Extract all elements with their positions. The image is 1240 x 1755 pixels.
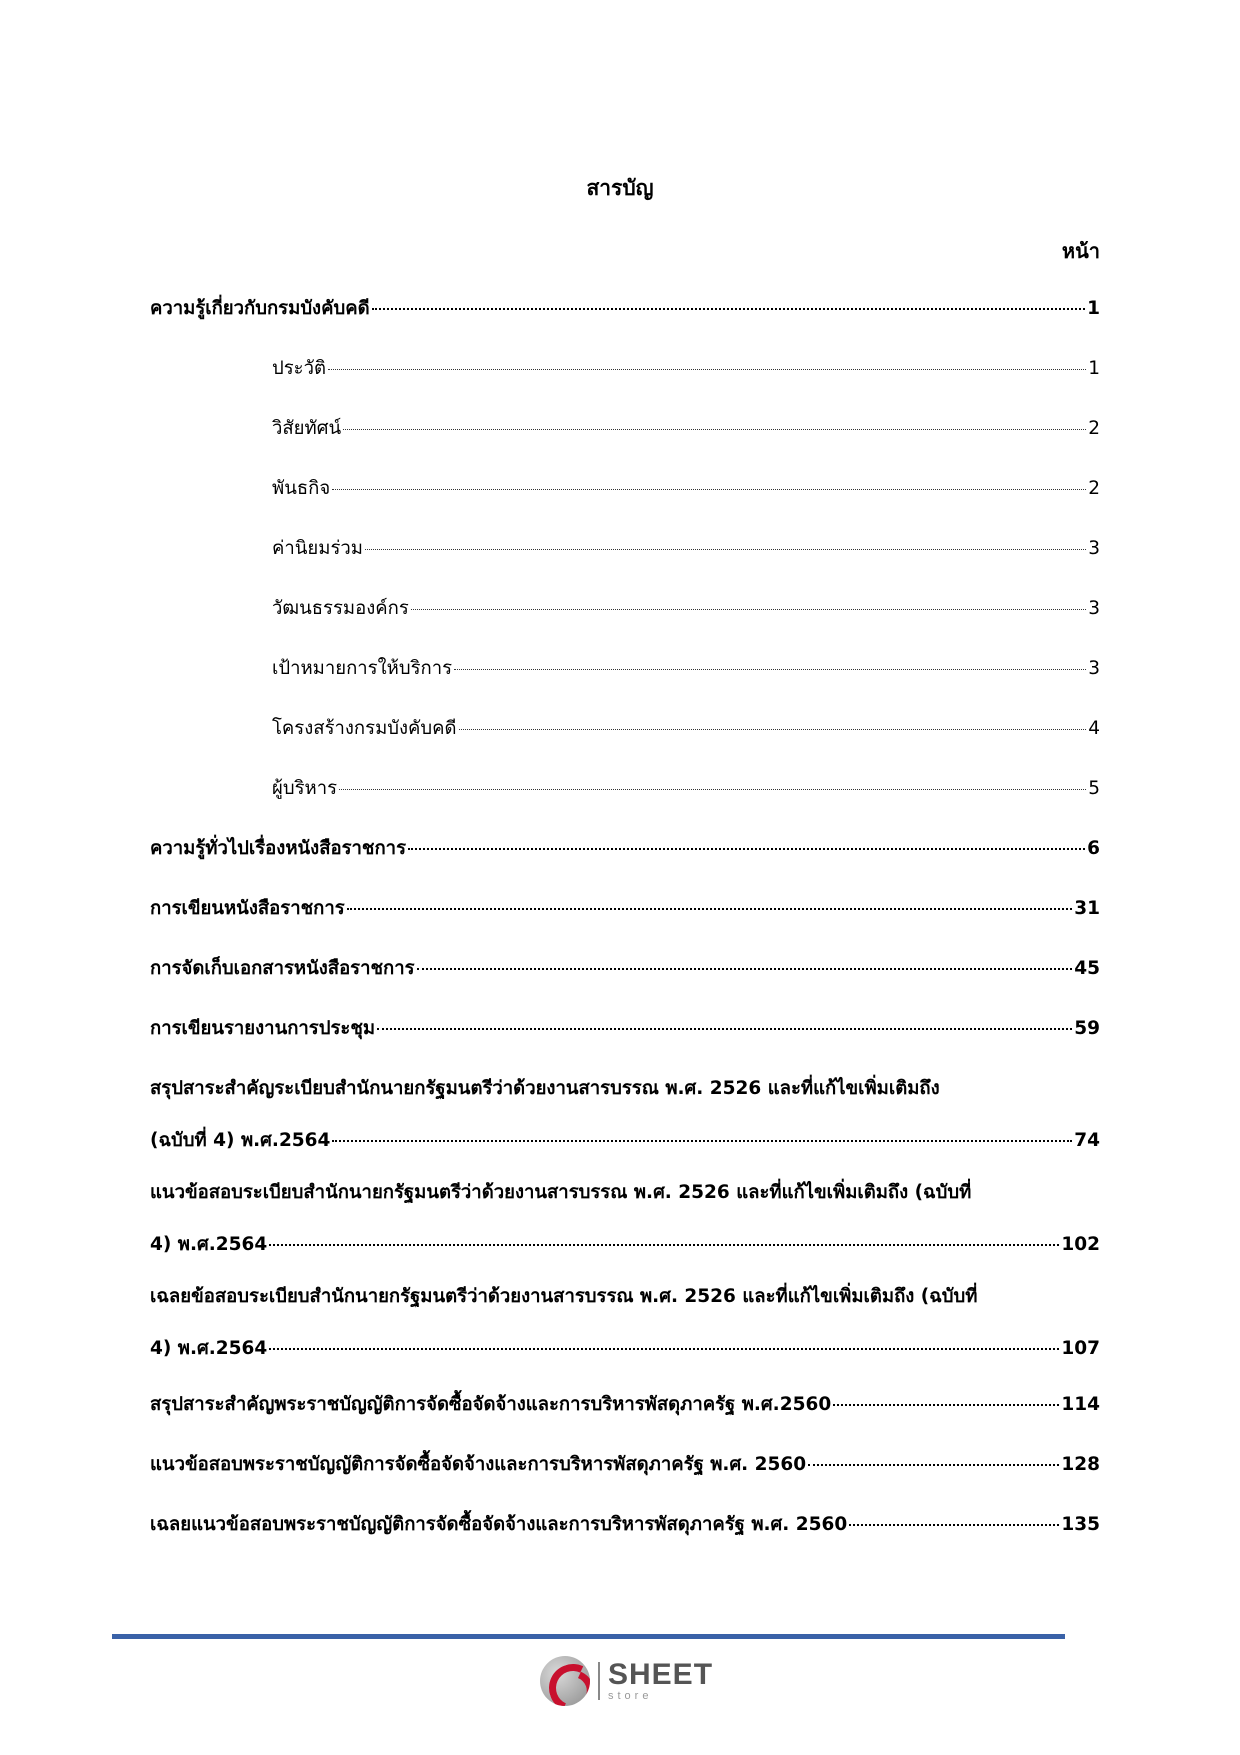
leader-dots [459, 729, 1087, 730]
leader-dots [347, 908, 1073, 910]
toc-entry-page: 59 [1074, 1018, 1100, 1039]
toc-entry-label: โครงสร้างกรมบังคับคดี [272, 718, 457, 739]
leader-dots [408, 848, 1085, 850]
leader-dots [328, 369, 1086, 370]
toc-entry[interactable] [150, 883, 1100, 935]
toc-entry-label: สรุปสาระสำคัญพระราชบัญญัติการจัดซื้อจัดจ้างและการบริหารพัสดุภาครัฐ พ.ศ.2560 [150, 1394, 832, 1415]
logo-wordmark: SHEET [608, 1658, 714, 1691]
leader-dots [365, 549, 1086, 550]
toc-subentry[interactable] [272, 763, 1100, 815]
sheet-store-logo [540, 1656, 713, 1706]
toc-entry-label: การเขียนรายงานการประชุม [150, 1018, 376, 1039]
toc-entry-page: 4 [1088, 718, 1100, 739]
toc-entry[interactable] [150, 1003, 1100, 1055]
toc-entry-label: เฉลยแนวข้อสอบพระราชบัญญัติการจัดซื้อจัดจ้างและการบริหารพัสดุภาครัฐ พ.ศ. 2560 [150, 1514, 848, 1535]
toc-entry[interactable] [150, 1063, 1100, 1167]
leader-dots [339, 789, 1086, 790]
toc-entry-page: 1 [1087, 298, 1100, 319]
toc-entry-label: (ฉบับที่ 4) พ.ศ.2564 [150, 1130, 331, 1151]
toc-entry-page: 114 [1061, 1394, 1100, 1415]
toc-subentry[interactable] [272, 703, 1100, 755]
toc-entry[interactable] [150, 1271, 1100, 1375]
toc-entry[interactable] [150, 283, 1100, 335]
toc-subentry[interactable] [272, 463, 1100, 515]
toc-entry[interactable] [150, 1439, 1100, 1491]
toc-entry-label: เป้าหมายการให้บริการ [272, 658, 453, 679]
toc-entry-page: 2 [1088, 418, 1100, 439]
toc-entry-page: 3 [1088, 658, 1100, 679]
toc-entry[interactable] [150, 1499, 1100, 1551]
toc-entry-page: 3 [1088, 538, 1100, 559]
toc-entry-page: 102 [1061, 1234, 1100, 1255]
toc-entry-label: 4) พ.ศ.2564 [150, 1234, 268, 1255]
logo-separator [598, 1662, 600, 1700]
toc-entry-label-line1: สรุปสาระสำคัญระเบียบสำนักนายกรัฐมนตรีว่าด้วยงานสารบรรณ พ.ศ. 2526 และที่แก้ไขเพิ่มเติมถึง [150, 1078, 940, 1099]
leader-dots [411, 609, 1086, 610]
toc-entry-label: 4) พ.ศ.2564 [150, 1338, 268, 1359]
leader-dots [808, 1464, 1059, 1466]
toc-entry-page: 135 [1061, 1514, 1100, 1535]
toc-entry-label: พันธกิจ [272, 478, 331, 499]
toc-subentry[interactable] [272, 403, 1100, 455]
leader-dots [833, 1404, 1059, 1406]
toc-subentry[interactable] [272, 583, 1100, 635]
toc-entry-label: การเขียนหนังสือราชการ [150, 898, 345, 919]
leader-dots [849, 1524, 1059, 1526]
leader-dots [377, 1028, 1072, 1030]
toc-entry-page: 74 [1074, 1130, 1100, 1151]
toc-entry[interactable] [150, 1379, 1100, 1431]
toc-entry-page: 128 [1061, 1454, 1100, 1475]
leader-dots [343, 429, 1086, 430]
toc-entry-page: 107 [1061, 1338, 1100, 1359]
toc-entry-label: ผู้บริหาร [272, 778, 338, 799]
leader-dots [332, 1140, 1072, 1142]
toc-entry-label-line1: แนวข้อสอบระเบียบสำนักนายกรัฐมนตรีว่าด้วยงานสารบรรณ พ.ศ. 2526 และที่แก้ไขเพิ่มเติมถึง (ฉบับที่ [150, 1182, 972, 1203]
toc-entry-label: ความรู้เกี่ยวกับกรมบังคับคดี [150, 298, 370, 319]
toc-entry-page: 5 [1088, 778, 1100, 799]
leader-dots [454, 669, 1086, 670]
leader-dots [372, 308, 1086, 310]
toc-entry[interactable] [150, 823, 1100, 875]
toc-subentry[interactable] [272, 343, 1100, 395]
page-title: สารบัญ [586, 176, 654, 200]
footer-divider [112, 1634, 1065, 1639]
toc-entry-label: วิสัยทัศน์ [272, 418, 342, 439]
toc-entry-label: ประวัติ [272, 358, 327, 379]
toc-entry-page: 1 [1088, 358, 1100, 379]
toc-entry-label: การจัดเก็บเอกสารหนังสือราชการ [150, 958, 415, 979]
toc-subentry[interactable] [272, 523, 1100, 575]
toc-entry-page: 31 [1074, 898, 1100, 919]
leader-dots [269, 1244, 1059, 1246]
toc-subentry[interactable] [272, 643, 1100, 695]
toc-entry-page: 45 [1074, 958, 1100, 979]
leader-dots [332, 489, 1086, 490]
logo-s-icon [540, 1656, 590, 1706]
toc-entry-page: 2 [1088, 478, 1100, 499]
leader-dots [417, 968, 1073, 970]
toc-entry[interactable] [150, 943, 1100, 995]
toc-entry-label-line1: เฉลยข้อสอบระเบียบสำนักนายกรัฐมนตรีว่าด้วยงานสารบรรณ พ.ศ. 2526 และที่แก้ไขเพิ่มเติมถึง (ฉบับที่ [150, 1286, 978, 1307]
toc-entry-label: ความรู้ทั่วไปเรื่องหนังสือราชการ [150, 838, 407, 859]
logo-text [608, 1660, 713, 1702]
leader-dots [269, 1348, 1059, 1350]
toc-entry-label: ค่านิยมร่วม [272, 538, 363, 559]
logo-subtext: store [608, 1690, 653, 1702]
toc-entry-page: 6 [1087, 838, 1100, 859]
toc-entry-label: วัฒนธรรมองค์กร [272, 598, 409, 619]
toc-entry-label: แนวข้อสอบพระราชบัญญัติการจัดซื้อจัดจ้างและการบริหารพัสดุภาครัฐ พ.ศ. 2560 [150, 1454, 807, 1475]
toc-entry[interactable] [150, 1167, 1100, 1271]
page-column-header: หน้า [1061, 239, 1100, 263]
toc-entry-page: 3 [1088, 598, 1100, 619]
